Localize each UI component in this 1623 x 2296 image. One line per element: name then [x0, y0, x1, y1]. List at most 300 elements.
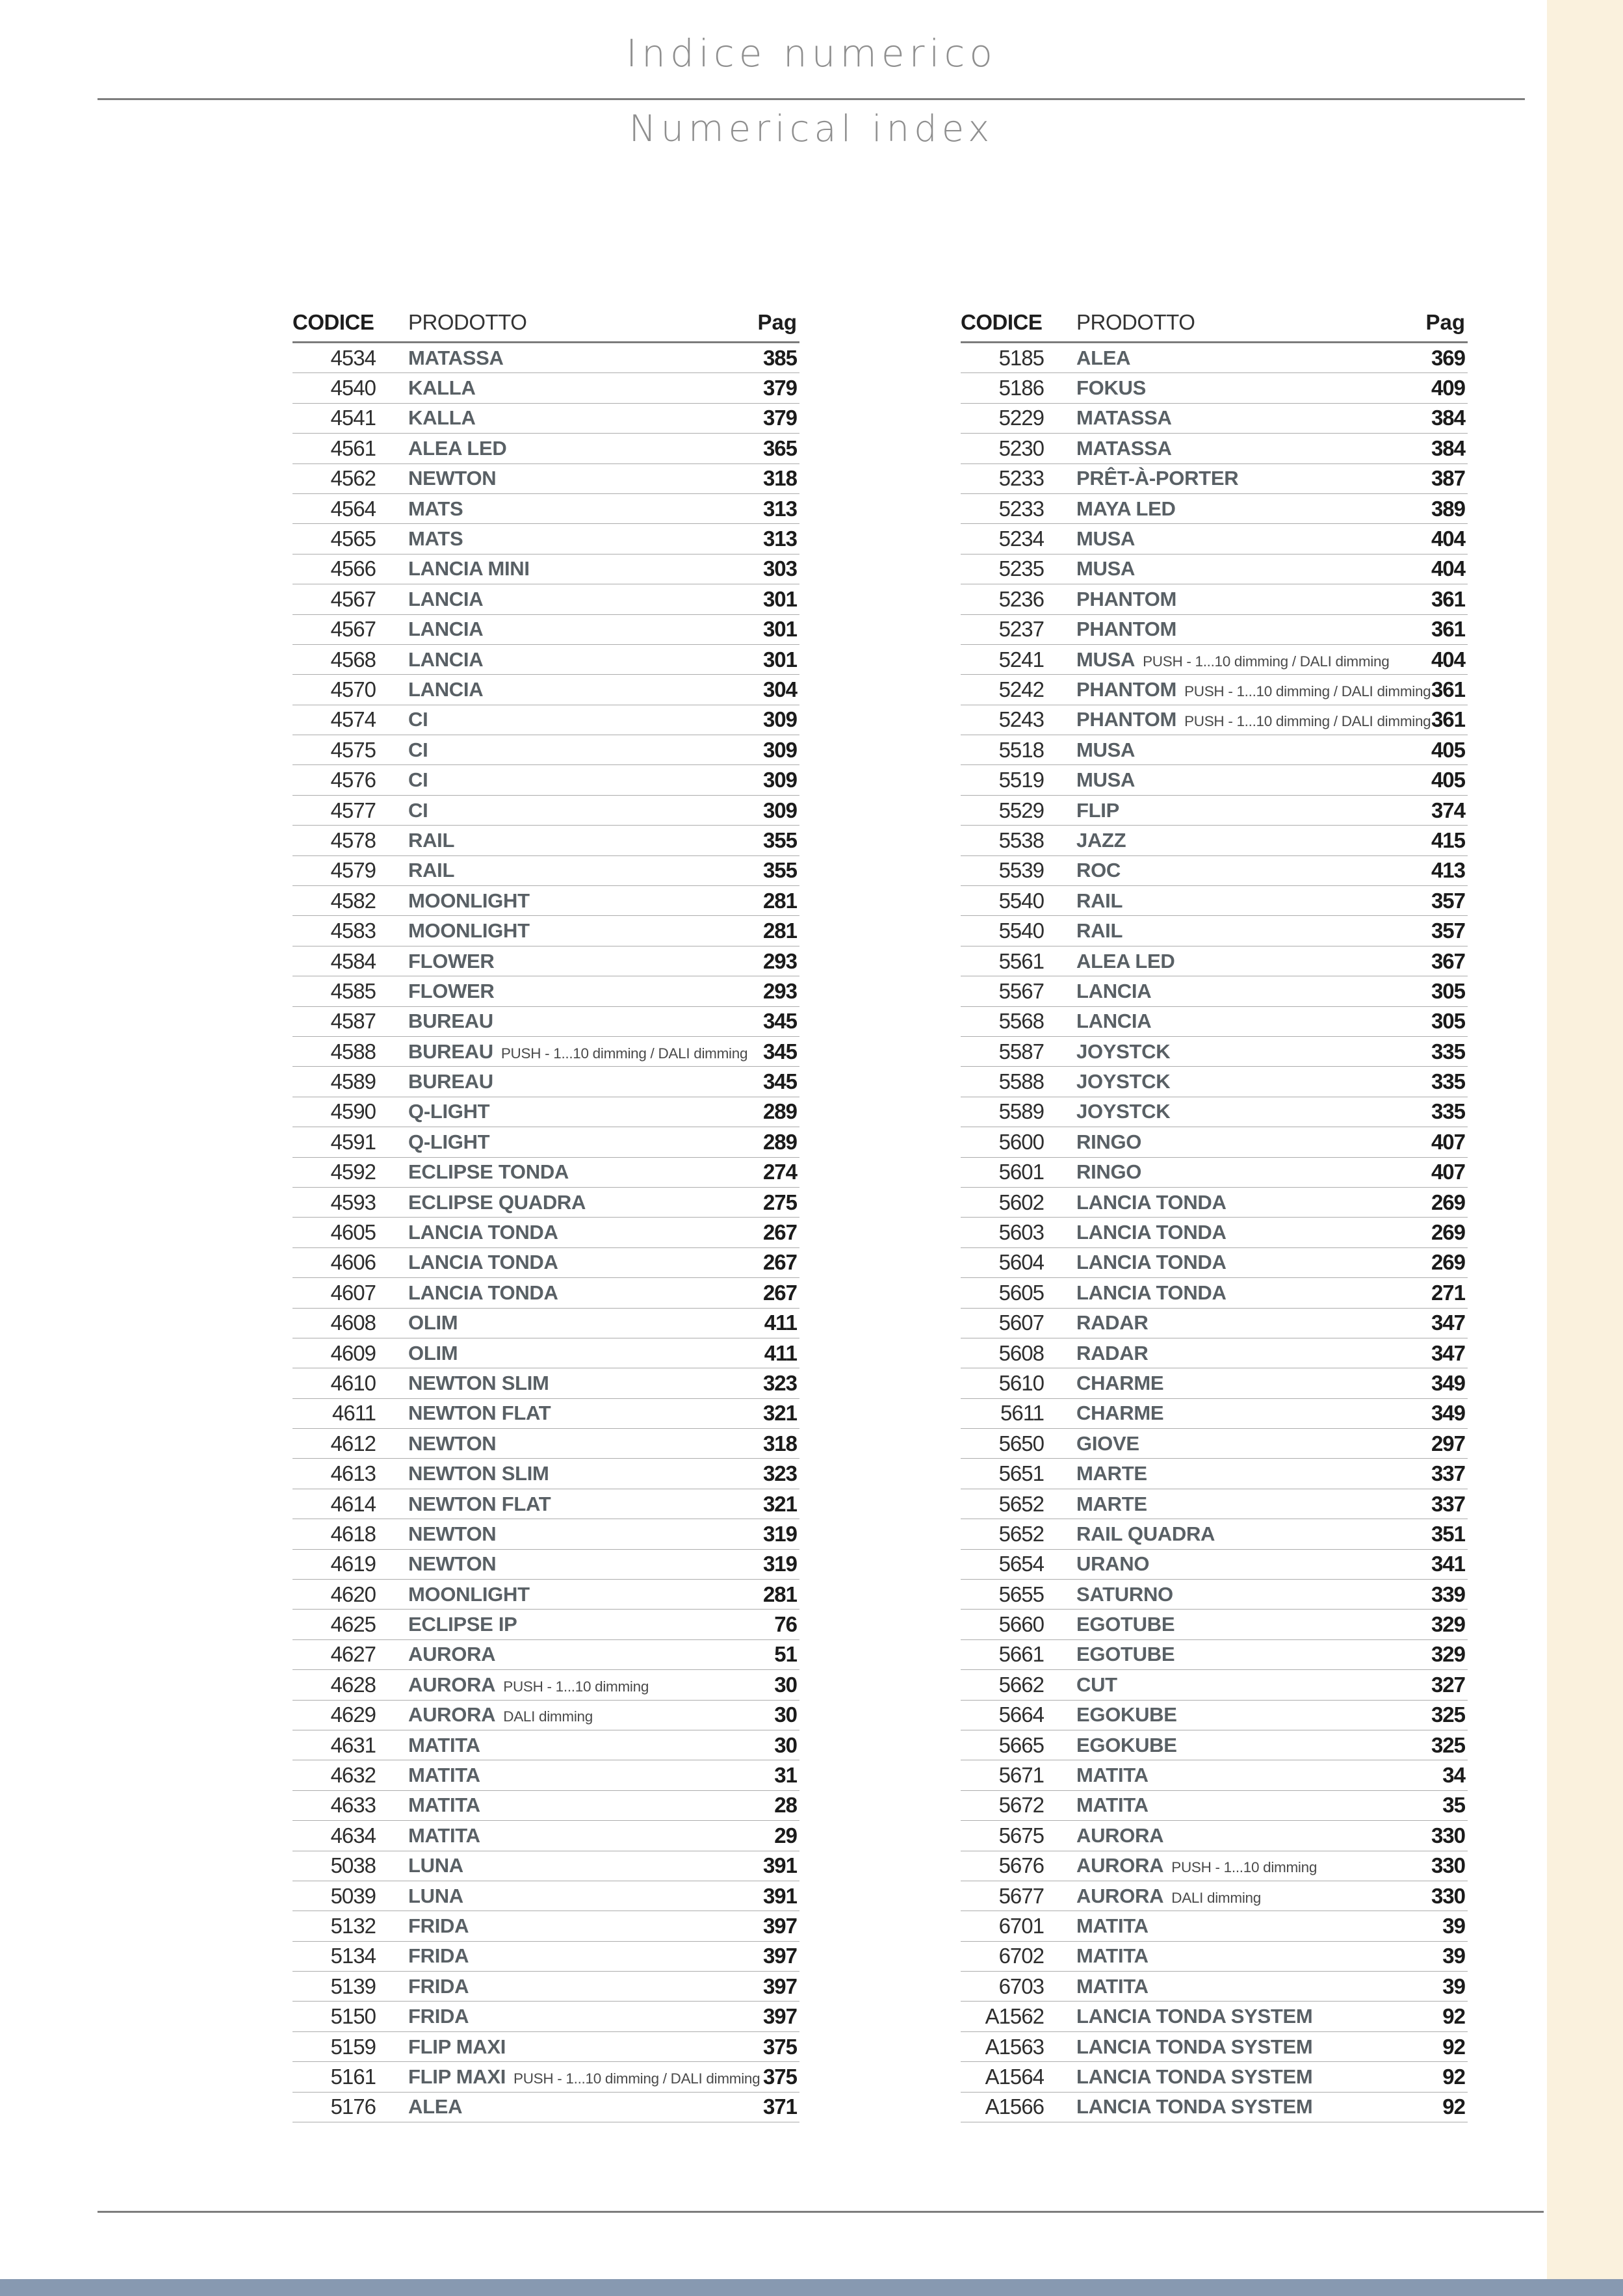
column-header-pag: Pag [757, 310, 797, 334]
row-product-name: FLIP MAXI [408, 2065, 506, 2088]
table-row [292, 554, 799, 584]
row-product [1044, 1703, 1431, 1727]
table-row [961, 404, 1468, 434]
row-product [376, 1040, 763, 1063]
row-page: 407 [1431, 1129, 1465, 1154]
row-page: 30 [774, 1702, 797, 1727]
table-row [961, 1791, 1468, 1821]
row-code: 4612 [330, 1431, 376, 1455]
table-row [961, 705, 1468, 735]
row-page: 347 [1431, 1311, 1465, 1335]
row-code: 5605 [998, 1280, 1044, 1305]
row-code: 4566 [330, 556, 376, 581]
row-page: 411 [764, 1340, 797, 1365]
row-page: 385 [762, 345, 797, 370]
row-page: 375 [762, 2034, 797, 2059]
row-code: 5229 [998, 406, 1044, 430]
row-code: 5150 [330, 2004, 376, 2029]
row-product-name: MUSA [1076, 738, 1136, 761]
row-product-note: PUSH - 1...10 dimming / DALI dimming [1143, 653, 1390, 670]
row-product-name: MUSA [1076, 768, 1136, 792]
row-code: 5233 [998, 466, 1044, 491]
row-page: 309 [762, 798, 797, 822]
row-code: 5655 [998, 1582, 1044, 1606]
row-page: 319 [762, 1521, 797, 1546]
row-product-note: PUSH - 1...10 dimming [1171, 1859, 1318, 1876]
row-product [376, 1673, 774, 1697]
row-product-name: MATITA [1076, 1794, 1149, 1817]
row-page: 413 [1431, 858, 1465, 883]
column-header-prodotto: PRODOTTO [1076, 310, 1195, 334]
row-page: 92 [1442, 2094, 1465, 2119]
row-code: 4587 [330, 1009, 376, 1034]
row-product-name: LANCIA MINI [408, 557, 530, 581]
row-product [376, 1221, 763, 1244]
row-product-name: RAIL QUADRA [1076, 1522, 1215, 1545]
row-product-name: MARTE [1076, 1492, 1147, 1515]
row-page: 318 [762, 466, 797, 491]
row-product-name: RAIL [1076, 889, 1123, 912]
row-product [1044, 1402, 1431, 1425]
row-product [376, 1522, 763, 1546]
row-code: 5139 [330, 1974, 376, 1998]
row-product [376, 2095, 763, 2119]
table-row [961, 1399, 1468, 1429]
table-row [961, 2062, 1468, 2092]
row-page: 397 [762, 1914, 797, 1938]
row-product-name: MARTE [1076, 1462, 1147, 1485]
row-product-name: LANCIA TONDA [1076, 1190, 1227, 1214]
row-product [1044, 648, 1431, 672]
table-row [292, 1127, 799, 1157]
row-product-name: CI [408, 798, 428, 822]
table-row [292, 796, 799, 826]
row-page: 404 [1431, 647, 1465, 672]
row-product [376, 467, 763, 490]
page-edge-accent-strip [1547, 0, 1623, 2296]
row-product-note: PUSH - 1...10 dimming [503, 1678, 649, 1695]
table-row [292, 2062, 799, 2092]
table-row [961, 1519, 1468, 1549]
row-page: 367 [1431, 948, 1465, 973]
table-row [292, 464, 799, 494]
row-product [1044, 2005, 1442, 2028]
row-product [1044, 1643, 1431, 1666]
row-code: 4579 [330, 858, 376, 883]
table-row [961, 584, 1468, 614]
row-code: 4633 [330, 1793, 376, 1818]
row-code: 5176 [330, 2094, 376, 2119]
row-page: 325 [1431, 1732, 1465, 1757]
row-code: 4583 [330, 919, 376, 943]
row-product-name: RAIL [408, 859, 455, 882]
row-page: 304 [762, 677, 797, 701]
row-page: 407 [1431, 1160, 1465, 1184]
row-product [1044, 1130, 1431, 1154]
row-product [376, 1794, 774, 1817]
row-product [376, 768, 763, 792]
row-product-name: JOYSTCK [1076, 1039, 1171, 1063]
row-code: 4605 [330, 1220, 376, 1245]
column-header-pag: Pag [1425, 310, 1465, 334]
row-product-name: LANCIA [408, 677, 484, 701]
row-product-name: ECLIPSE IP [408, 1613, 517, 1636]
row-product [376, 1493, 763, 1516]
table-row [292, 494, 799, 524]
table-row [961, 1610, 1468, 1639]
row-product-name: AURORA [1076, 1823, 1164, 1847]
table-row [961, 1911, 1468, 1941]
row-product [1044, 1040, 1431, 1063]
row-page: 355 [762, 828, 797, 852]
index-table-left [292, 296, 799, 2122]
row-code: 5235 [998, 556, 1044, 581]
row-product [1044, 980, 1431, 1003]
row-product-name: ALEA LED [408, 436, 507, 460]
row-product-name: NEWTON FLAT [408, 1492, 551, 1515]
row-product [1044, 2065, 1442, 2089]
table-row [292, 1037, 799, 1067]
page-title-english: Numerical index [629, 108, 994, 150]
row-code: 4606 [330, 1250, 376, 1275]
table-row [961, 434, 1468, 463]
row-product [376, 1010, 763, 1033]
row-code: 5132 [330, 1914, 376, 1938]
row-code: 4567 [330, 617, 376, 642]
row-product [376, 2005, 763, 2028]
row-product-name: PHANTOM [1076, 708, 1177, 731]
row-product-name: LANCIA TONDA [1076, 1251, 1227, 1274]
row-page: 387 [1431, 466, 1465, 491]
row-page: 39 [1442, 1914, 1465, 1938]
row-code: 4628 [330, 1672, 376, 1697]
index-rows-left [292, 343, 799, 2122]
row-code: 5610 [998, 1370, 1044, 1395]
row-code: 5600 [998, 1129, 1044, 1154]
row-product [376, 1070, 763, 1093]
row-product [376, 1100, 763, 1123]
row-page: 335 [1431, 1069, 1465, 1094]
row-code: 5539 [998, 858, 1044, 883]
row-product [1044, 497, 1431, 521]
table-row [961, 1218, 1468, 1247]
row-code: 5672 [998, 1793, 1044, 1818]
row-page: 267 [762, 1250, 797, 1275]
row-product [376, 738, 763, 762]
table-row [292, 1730, 799, 1760]
table-row [292, 1550, 799, 1580]
row-product-name: LANCIA TONDA SYSTEM [1076, 2005, 1313, 2028]
row-code: 5185 [998, 345, 1044, 370]
row-code: 5608 [998, 1340, 1044, 1365]
table-row [292, 1067, 799, 1097]
row-product-name: MATITA [408, 1764, 480, 1787]
row-page: 345 [762, 1039, 797, 1063]
row-page: 384 [1431, 406, 1465, 430]
row-page: 303 [762, 556, 797, 581]
table-row [961, 1278, 1468, 1308]
row-product-name: LANCIA [408, 587, 484, 610]
row-product-name: ALEA [408, 2095, 463, 2119]
table-row [292, 1881, 799, 1911]
table-row [292, 343, 799, 373]
row-product-name: ROC [1076, 859, 1121, 882]
table-row [961, 856, 1468, 886]
row-product-name: NEWTON [408, 1522, 497, 1545]
table-row [292, 434, 799, 463]
row-product [376, 497, 763, 521]
row-product-name: FLOWER [408, 979, 495, 1002]
table-row [292, 1188, 799, 1218]
row-page: 92 [1442, 2034, 1465, 2059]
row-product-name: PHANTOM [1076, 618, 1177, 641]
row-product-name: PHANTOM [1076, 677, 1177, 701]
table-row [961, 1972, 1468, 2002]
table-row [292, 1399, 799, 1429]
table-row [961, 373, 1468, 403]
table-row [961, 524, 1468, 554]
row-code: 4608 [330, 1311, 376, 1335]
row-page: 274 [762, 1160, 797, 1184]
row-product-name: LANCIA TONDA SYSTEM [1076, 2035, 1313, 2058]
row-product [1044, 618, 1431, 641]
row-page: 319 [762, 1552, 797, 1576]
column-header-codice: CODICE [292, 310, 374, 334]
row-product-name: CI [408, 708, 428, 731]
row-product-name: NEWTON SLIM [408, 1462, 549, 1485]
row-page: 397 [762, 2004, 797, 2029]
row-product [376, 1613, 774, 1636]
row-product-name: MATITA [1076, 1974, 1149, 1998]
row-product [376, 346, 763, 370]
row-product-name: KALLA [408, 406, 476, 430]
page-title-italian: Indice numerico [626, 31, 997, 75]
row-page: 281 [762, 919, 797, 943]
row-page: 281 [762, 1582, 797, 1606]
row-product [1044, 1794, 1442, 1817]
row-product-name: JOYSTCK [1076, 1100, 1171, 1123]
row-product-name: MATS [408, 497, 463, 520]
row-product [376, 678, 763, 701]
header-rule [97, 98, 1525, 100]
column-header-codice: CODICE [961, 310, 1043, 334]
table-row [292, 1248, 799, 1278]
row-page: 384 [1431, 436, 1465, 460]
table-row [292, 1701, 799, 1730]
table-row [292, 705, 799, 735]
row-page: 39 [1442, 1944, 1465, 1968]
row-product-name: JOYSTCK [1076, 1070, 1171, 1093]
table-row [292, 615, 799, 645]
table-row [292, 675, 799, 705]
row-page: 321 [762, 1491, 797, 1516]
row-code: 4590 [330, 1099, 376, 1124]
row-product [376, 1251, 763, 1274]
row-product [376, 799, 763, 822]
row-code: 5568 [998, 1009, 1044, 1034]
row-page: 309 [762, 737, 797, 762]
row-product [1044, 1824, 1431, 1847]
table-row [961, 1881, 1468, 1911]
row-product-name: MATASSA [408, 346, 504, 369]
row-product-name: PRÊT-À-PORTER [1076, 467, 1239, 490]
row-product-name: KALLA [408, 376, 476, 400]
row-product [1044, 1552, 1431, 1576]
row-code: 5676 [998, 1853, 1044, 1878]
row-product-name: MAYA LED [1076, 497, 1176, 520]
row-product [1044, 2035, 1442, 2059]
table-row [292, 1610, 799, 1639]
row-code: 4593 [330, 1190, 376, 1214]
table-row [292, 1097, 799, 1127]
row-product-name: RINGO [1076, 1130, 1142, 1153]
row-code: 4574 [330, 707, 376, 732]
row-code: 4620 [330, 1582, 376, 1606]
row-page: 357 [1431, 888, 1465, 913]
row-product-name: MATS [408, 527, 463, 551]
row-product [376, 919, 763, 943]
column-header-prodotto: PRODOTTO [408, 310, 527, 334]
row-product [1044, 1944, 1442, 1968]
table-row [292, 1519, 799, 1549]
row-product-name: FRIDA [408, 1914, 469, 1937]
row-code: 5241 [998, 647, 1044, 672]
row-product-name: CHARME [1076, 1371, 1164, 1394]
row-product [1044, 557, 1431, 581]
row-product-name: FRIDA [408, 1974, 469, 1998]
row-page: 267 [762, 1220, 797, 1245]
row-code: 5602 [998, 1190, 1044, 1214]
table-row [292, 765, 799, 795]
row-product [1044, 376, 1431, 400]
table-row [961, 494, 1468, 524]
row-code: 5587 [998, 1039, 1044, 1063]
row-code: 4585 [330, 978, 376, 1003]
row-product [1044, 708, 1431, 731]
row-product-name: AURORA [1076, 1854, 1164, 1877]
row-product-name: BUREAU [408, 1010, 493, 1033]
row-code: 5540 [998, 888, 1044, 913]
row-code: 4611 [332, 1401, 376, 1426]
row-product-name: ALEA LED [1076, 949, 1175, 972]
table-row [961, 976, 1468, 1006]
row-product-name: LANCIA TONDA [408, 1221, 558, 1244]
table-row [961, 1550, 1468, 1580]
row-page: 357 [1431, 919, 1465, 943]
row-page: 267 [762, 1280, 797, 1305]
table-row [961, 1489, 1468, 1519]
row-page: 411 [764, 1311, 797, 1335]
row-page: 341 [1431, 1552, 1465, 1576]
table-row [961, 1730, 1468, 1760]
row-page: 345 [762, 1009, 797, 1034]
row-code: 4614 [330, 1491, 376, 1516]
row-page: 269 [1431, 1250, 1465, 1275]
row-product [1044, 1342, 1431, 1365]
row-product [1044, 768, 1431, 792]
row-product-name: LUNA [408, 1854, 463, 1877]
row-page: 30 [774, 1732, 797, 1757]
row-product-note: PUSH - 1...10 dimming / DALI dimming [1184, 713, 1431, 730]
row-code: 4619 [330, 1552, 376, 1576]
row-page: 323 [762, 1461, 797, 1486]
row-code: 5230 [998, 436, 1044, 460]
row-product [376, 1432, 763, 1455]
row-product [376, 1854, 763, 1877]
row-product [376, 557, 763, 581]
row-product-name: AURORA [408, 1703, 496, 1727]
table-row [292, 1791, 799, 1821]
row-code: 5675 [998, 1823, 1044, 1847]
table-row [292, 1368, 799, 1398]
row-product [376, 618, 763, 641]
row-product [376, 588, 763, 611]
row-page: 330 [1431, 1823, 1465, 1847]
row-product-name: LANCIA TONDA SYSTEM [1076, 2095, 1313, 2119]
row-code: 4634 [330, 1823, 376, 1847]
row-product [1044, 2095, 1442, 2119]
row-product-name: MATASSA [1076, 406, 1172, 430]
row-page: 301 [762, 586, 797, 611]
row-code: 4577 [330, 798, 376, 822]
row-product-name: LANCIA [408, 618, 484, 641]
row-product-note: DALI dimming [1171, 1889, 1261, 1906]
row-page: 361 [1431, 677, 1465, 701]
table-row [292, 524, 799, 554]
row-product [376, 1885, 763, 1908]
table-row [961, 1338, 1468, 1368]
row-code: 5519 [998, 768, 1044, 792]
row-code: 4609 [330, 1340, 376, 1365]
row-page: 281 [762, 888, 797, 913]
row-product-name: FOKUS [1076, 376, 1147, 400]
table-row [292, 886, 799, 916]
row-code: 5039 [330, 1883, 376, 1908]
row-product-name: MATITA [408, 1733, 480, 1756]
row-product-name: LANCIA [1076, 1010, 1152, 1033]
row-code: 5540 [998, 919, 1044, 943]
row-product [1044, 1281, 1431, 1305]
row-page: 297 [1431, 1431, 1465, 1455]
row-product [376, 1583, 763, 1606]
row-code: 5661 [998, 1642, 1044, 1667]
footer-rule [97, 2211, 1544, 2213]
table-row [292, 2093, 799, 2122]
row-product [1044, 1613, 1431, 1636]
row-code: 5664 [998, 1702, 1044, 1727]
row-code: 5671 [998, 1763, 1044, 1788]
table-row [292, 916, 799, 946]
table-row [292, 1911, 799, 1941]
row-page: 404 [1431, 556, 1465, 581]
row-page: 309 [762, 768, 797, 792]
row-product [1044, 1522, 1431, 1546]
table-row [292, 735, 799, 765]
table-row [292, 1278, 799, 1308]
row-product [376, 829, 763, 852]
row-page: 379 [762, 406, 797, 430]
row-product [1044, 1010, 1431, 1033]
row-page: 351 [1431, 1521, 1465, 1546]
row-product [1044, 588, 1431, 611]
row-product [376, 1462, 763, 1485]
row-code: 5161 [330, 2064, 376, 2089]
row-page: 309 [762, 707, 797, 732]
row-product [376, 1734, 774, 1757]
row-page: 51 [774, 1642, 797, 1667]
row-product-name: LANCIA [408, 647, 484, 671]
row-page: 361 [1431, 617, 1465, 642]
